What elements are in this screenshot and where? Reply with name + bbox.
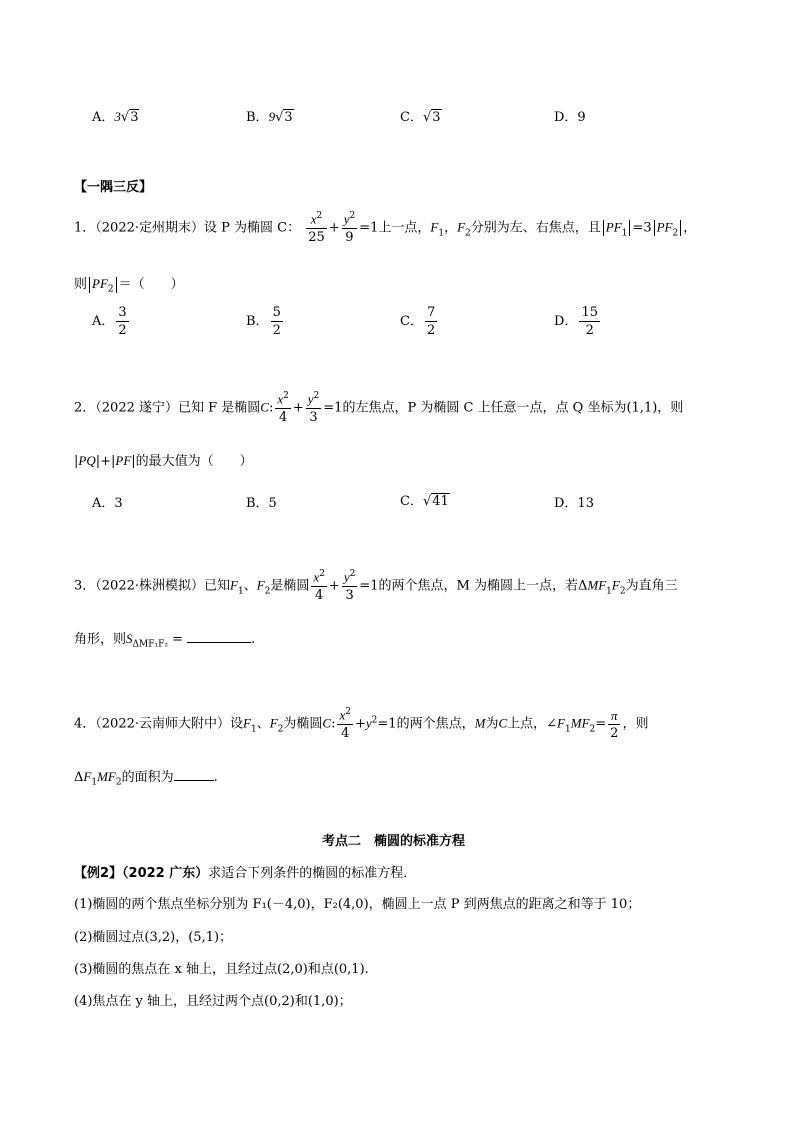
answer-blank[interactable] bbox=[174, 780, 214, 781]
example-item-4: (4)焦点在 y 轴上，且经过两个点(0,2)和(1,0)； bbox=[74, 994, 352, 1009]
example-2: 【例2】（2022 广东）求适合下列条件的椭圆的标准方程． bbox=[74, 866, 417, 881]
q2-option-a: A．3 bbox=[92, 496, 123, 511]
q2-option-c: C．√41 bbox=[400, 494, 449, 509]
answer-blank[interactable] bbox=[187, 642, 251, 643]
question-2-line2: |PQ|+|PF|的最大值为（ ） bbox=[74, 453, 253, 469]
example-item-1: (1)椭圆的两个焦点坐标分别为 F₁(－4,0)，F₂(4,0)，椭圆上一点 P 到两焦点的距离之和等于 10； bbox=[74, 897, 641, 912]
question-4-line2: $\Delta F_1MF_2$的面积为 . bbox=[74, 769, 218, 788]
prev-option-c: C．√3 bbox=[400, 110, 441, 125]
sqrt-3: √3 bbox=[120, 110, 139, 125]
prev-option-b: B．9√3 bbox=[246, 109, 293, 125]
section-heading: 【一隅三反】 bbox=[74, 180, 153, 195]
question-1: 1．（2022·定州期末）设 P 为椭圆 C： $\frac{x^2}{25}$ + $\frac{y^2}{9}$ =1上一点，$F_1$，$F_2$分别为左、右焦点，且 $PF_1 =3$ $PF_2$ ， bbox=[74, 211, 697, 246]
question-1-line2: 则 $PF_2$ ＝（ ） bbox=[74, 276, 184, 295]
question-4: 4．（2022·云南师大附中）设$F_1$、$F_2$为椭圆C: $\frac{x^2}{4}$ $+y^2=1$的两个焦点，M为C上点，$\angle F_1MF_2=$ $\frac{\pi}{2}$ ，则 bbox=[74, 707, 649, 742]
q2-option-b: B．5 bbox=[246, 496, 277, 511]
prev-option-d: D．9 bbox=[554, 110, 586, 125]
example-label: 【例2】（2022 广东） bbox=[74, 866, 209, 881]
q2-option-d: D．13 bbox=[554, 496, 594, 511]
q1-option-d: D． $\frac{15}{2}$ bbox=[554, 305, 598, 338]
kaodian-title: 考点二 椭圆的标准方程 bbox=[322, 834, 466, 849]
q1-option-a: A． $\frac{3}{2}$ bbox=[92, 305, 127, 338]
q1-option-c: C． $\frac{7}{2}$ bbox=[400, 305, 436, 338]
prev-option-a: A．3√3 bbox=[92, 109, 139, 125]
q1-option-b: B． $\frac{5}{2}$ bbox=[246, 305, 281, 338]
question-3-line2: 角形，则$S_{\Delta MF_1F_2}$ = . bbox=[74, 631, 256, 650]
question-2: 2．（2022 遂宁）已知 F 是椭圆C: $\frac{x^2}{4}$ + $\frac{y^2}{3}$ =1的左焦点，P 为椭圆 C 上任意一点，点 Q 坐标为(1,1)，则 bbox=[74, 391, 684, 426]
example-item-3: (3)椭圆的焦点在 x 轴上，且经过点(2,0)和点(0,1). bbox=[74, 962, 369, 977]
question-3: 3．（2022·株洲模拟）已知$F_1$、$F_2$是椭圆 $\frac{x^2}{4}$ + $\frac{y^2}{3}$ =1的两个焦点，M 为椭圆上一点，若$\Delta MF_1F_2$为直角三 bbox=[74, 569, 678, 604]
example-item-2: (2)椭圆过点(3,2)，(5,1)； bbox=[74, 930, 233, 945]
